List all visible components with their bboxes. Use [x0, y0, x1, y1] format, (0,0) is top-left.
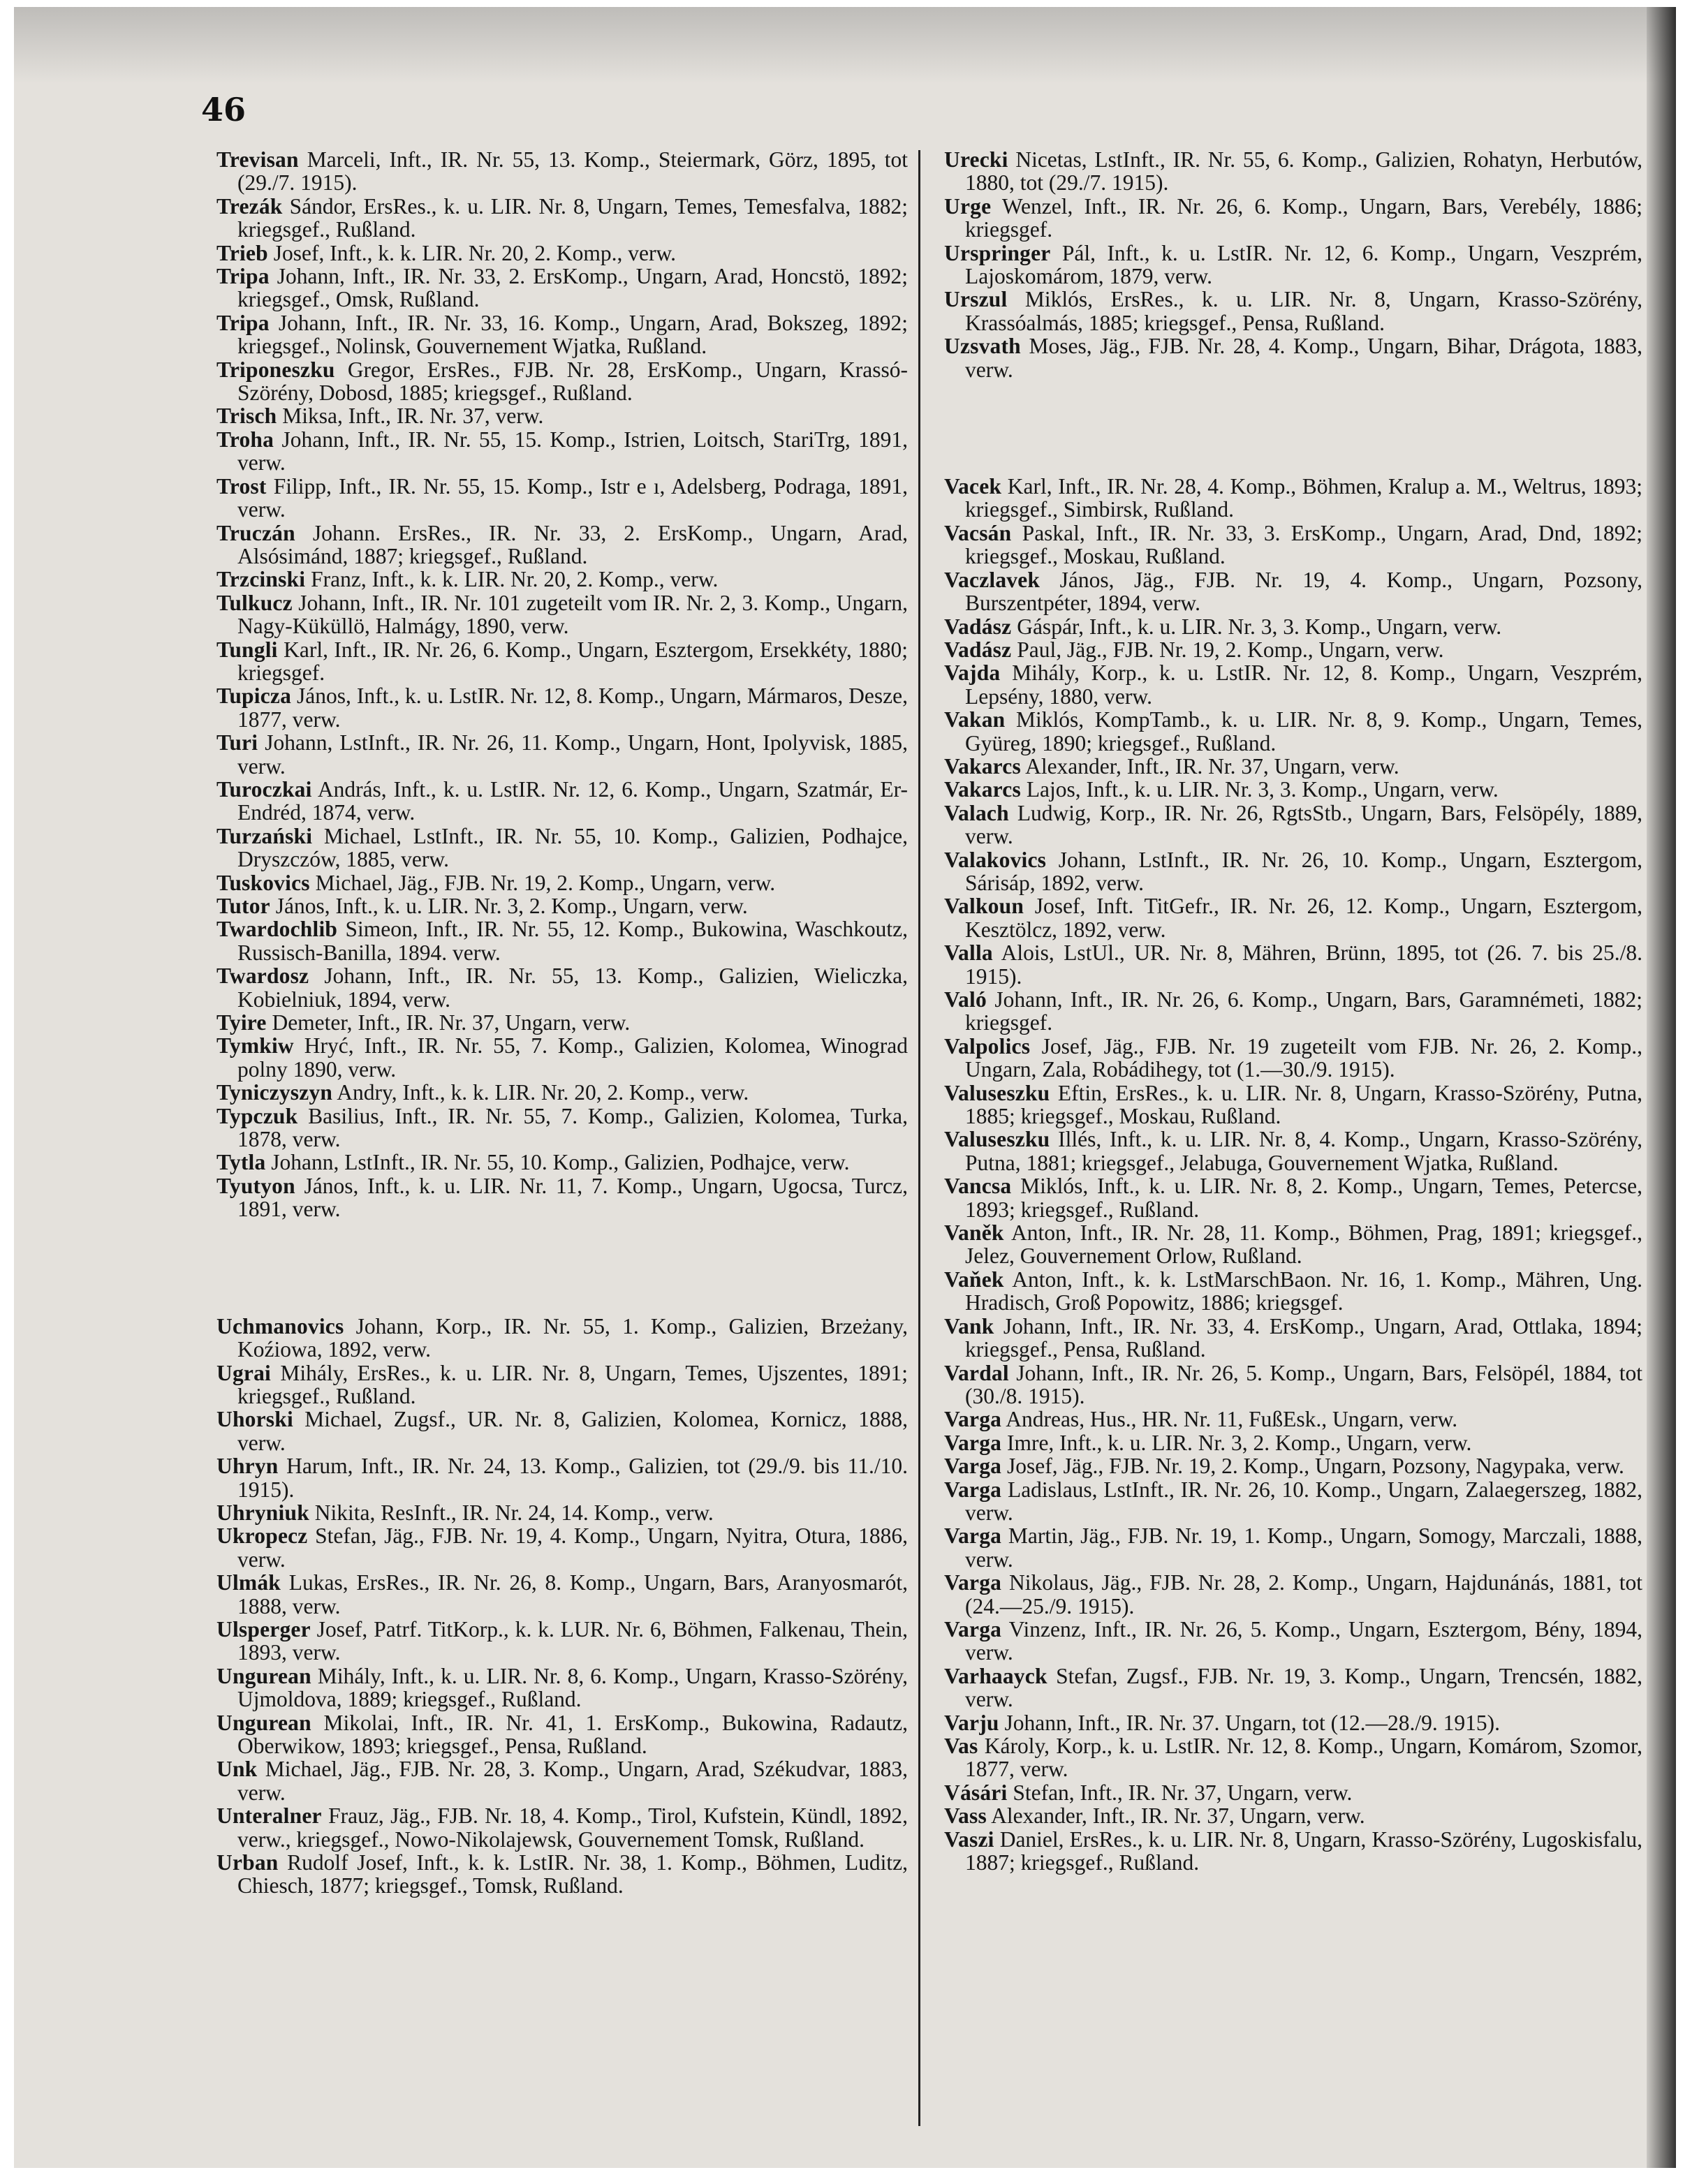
list-item: Vaszi Daniel, ErsRes., k. u. LIR. Nr. 8, Ungarn, Krasso-Szörény, Lugoskisfalu, 1887; kriegsgef., Rußland.	[944, 1827, 1642, 1875]
list-item: Unk Michael, Jäg., FJB. Nr. 28, 3. Komp., Ungarn, Arad, Székudvar, 1883, verw.	[216, 1757, 908, 1805]
list-item: Tripa Johann, Inft., IR. Nr. 33, 16. Komp., Ungarn, Arad, Bokszeg, 1892; kriegsgef., Nolinsk, Gouvernement Wjatka, Rußland.	[216, 310, 908, 359]
list-item: Vancsa Miklós, Inft., k. u. LIR. Nr. 8, 2. Komp., Ungarn, Temes, Petercse, 1893; kriegsgef., Rußland.	[944, 1174, 1642, 1222]
list-item: Tutor János, Inft., k. u. LIR. Nr. 3, 2. Komp., Ungarn, verw.	[216, 894, 748, 918]
list-item: Tupicza János, Inft., k. u. LstIR. Nr. 12, 8. Komp., Ungarn, Mármaros, Desze, 1877, verw.	[216, 684, 908, 732]
list-item: Uhryn Harum, Inft., IR. Nr. 24, 13. Komp., Galizien, tot (29./9. bis 11./10. 1915).	[216, 1454, 908, 1502]
list-item: Vacsán Paskal, Inft., IR. Nr. 33, 3. ErsKomp., Ungarn, Arad, Dnd, 1892; kriegsgef., Moskau, Rußland.	[944, 520, 1642, 569]
list-item: Twardochlib Simeon, Inft., IR. Nr. 55, 12. Komp., Bukowina, Waschkoutz, Russisch-Banilla, 1894. verw.	[216, 917, 908, 965]
list-item: Valuseszku Eftin, ErsRes., k. u. LIR. Nr. 8, Ungarn, Krasso-Szörény, Putna, 1885; kriegsgef., Moskau, Rußland.	[944, 1080, 1642, 1129]
list-item: Varhaayck Stefan, Zugsf., FJB. Nr. 19, 3. Komp., Ungarn, Trencsén, 1882, verw.	[944, 1663, 1642, 1712]
list-item: Vas Károly, Korp., k. u. LstIR. Nr. 12, 8. Komp., Ungarn, Komárom, Szomor, 1877, verw.	[944, 1734, 1642, 1782]
list-item: Vakarcs Lajos, Inft., k. u. LIR. Nr. 3, 3. Komp., Ungarn, verw.	[944, 777, 1499, 802]
list-item: Tyire Demeter, Inft., IR. Nr. 37, Ungarn, verw.	[216, 1010, 631, 1035]
list-item: Tuskovics Michael, Jäg., FJB. Nr. 19, 2. Komp., Ungarn, verw.	[216, 870, 776, 895]
list-item: Tyutyon János, Inft., k. u. LIR. Nr. 11, 7. Komp., Ungarn, Ugocsa, Turcz, 1891, verw.	[216, 1173, 908, 1222]
list-item: Vaněk Anton, Inft., IR. Nr. 28, 11. Komp., Böhmen, Prag, 1891; kriegsgef., Jelez, Gouvernement Orlow, Rußland.	[944, 1220, 1642, 1269]
list-item: Trost Filipp, Inft., IR. Nr. 55, 15. Komp., Istr e ı, Adelsberg, Podraga, 1891, verw.	[216, 473, 908, 522]
list-item: Uchmanovics Johann, Korp., IR. Nr. 55, 1. Komp., Galizien, Brzeżany, Koźiowa, 1892, verw.	[216, 1313, 908, 1362]
list-item: Vajda Mihály, Korp., k. u. LstIR. Nr. 12, 8. Komp., Ungarn, Veszprém, Lepsény, 1880, verw.	[944, 661, 1642, 709]
list-item: Urecki Nicetas, LstInft., IR. Nr. 55, 6. Komp., Galizien, Rohatyn, Herbutów, 1880, tot (29./7. 1915).	[944, 147, 1642, 195]
list-item: Triponeszku Gregor, ErsRes., FJB. Nr. 28, ErsKomp., Ungarn, Krassó-Szörény, Dobosd, 1885; kriegsgef., Rußland.	[216, 357, 908, 406]
entries-u-continued	[944, 148, 1642, 381]
list-item: Vadász Gáspár, Inft., k. u. LIR. Nr. 3, 3. Komp., Ungarn, verw.	[944, 614, 1502, 639]
list-item: Ulmák Lukas, ErsRes., IR. Nr. 26, 8. Komp., Ungarn, Bars, Aranyosmarót, 1888, verw.	[216, 1570, 908, 1618]
list-item: Unteralner Frauz, Jäg., FJB. Nr. 18, 4. Komp., Tirol, Kufstein, Kündl, 1892, verw., kriegsgef., Nowo-Nikolajewsk, Gouvernement Tomsk, Rußland.	[216, 1803, 908, 1852]
list-item: Uhryniuk Nikita, ResInft., IR. Nr. 24, 14. Komp., verw.	[216, 1500, 714, 1525]
list-item: Turi Johann, LstInft., IR. Nr. 26, 11. Komp., Ungarn, Hont, Ipolyvisk, 1885, verw.	[216, 730, 908, 779]
list-item: Uhorski Michael, Zugsf., UR. Nr. 8, Galizien, Kolomea, Kornicz, 1888, verw.	[216, 1407, 908, 1455]
list-item: Valach Ludwig, Korp., IR. Nr. 26, RgtsStb., Ungarn, Bars, Felsöpély, 1889, verw.	[944, 800, 1642, 849]
section-spacer	[216, 1221, 908, 1315]
list-item: Urban Rudolf Josef, Inft., k. k. LstIR. Nr. 38, 1. Komp., Böhmen, Luditz, Chiesch, 1877; kriegsgef., Tomsk, Rußland.	[216, 1850, 908, 1898]
list-item: Vásári Stefan, Inft., IR. Nr. 37, Ungarn, verw.	[944, 1780, 1353, 1805]
list-item: Vaczlavek János, Jäg., FJB. Nr. 19, 4. Komp., Ungarn, Pozsony, Burszentpéter, 1894, verw.	[944, 567, 1642, 616]
list-item: Vakarcs Alexander, Inft., IR. Nr. 37, Ungarn, verw.	[944, 753, 1399, 779]
list-item: Való Johann, Inft., IR. Nr. 26, 6. Komp., Ungarn, Bars, Garamnémeti, 1882; kriegsgef.	[944, 987, 1642, 1035]
page-top-shadow	[14, 7, 1676, 84]
list-item: Typczuk Basilius, Inft., IR. Nr. 55, 7. Komp., Galizien, Kolomea, Turka, 1878, verw.	[216, 1103, 908, 1152]
list-item: Tyniczyszyn Andry, Inft., k. k. LIR. Nr. 20, 2. Komp., verw.	[216, 1080, 749, 1105]
list-item: Trevisan Marceli, Inft., IR. Nr. 55, 13. Komp., Steiermark, Görz, 1895, tot (29./7. 1915).	[216, 147, 908, 195]
list-item: Twardosz Johann, Inft., IR. Nr. 55, 13. Komp., Galizien, Wieliczka, Kobielniuk, 1894, verw.	[216, 964, 908, 1012]
list-item: Varga Nikolaus, Jäg., FJB. Nr. 28, 2. Komp., Ungarn, Hajdunánás, 1881, tot (24.—25./9. 1915).	[944, 1570, 1642, 1618]
list-item: Ungurean Mihály, Inft., k. u. LIR. Nr. 8, 6. Komp., Ungarn, Krasso-Szörény, Ujmoldova, 1889; kriegsgef., Rußland.	[216, 1663, 908, 1712]
list-item: Tungli Karl, Inft., IR. Nr. 26, 6. Komp., Ungarn, Esztergom, Ersekkéty, 1880; kriegsgef.	[216, 637, 908, 685]
page-number: 46	[201, 91, 247, 128]
column-divider	[918, 150, 920, 2126]
list-item: Vakan Miklós, KompTamb., k. u. LIR. Nr. 8, 9. Komp., Ungarn, Temes, Gyüreg, 1890; kriegsgef., Rußland.	[944, 707, 1642, 755]
page-right-edge-shadow	[1647, 7, 1676, 2168]
list-item: Ugrai Mihály, ErsRes., k. u. LIR. Nr. 8, Ungarn, Temes, Ujszentes, 1891; kriegsgef., Rußland.	[216, 1360, 908, 1408]
list-item: Vaňek Anton, Inft., k. k. LstMarschBaon. Nr. 16, 1. Komp., Mähren, Ung. Hradisch, Groß Popowitz, 1886; kriegsgef.	[944, 1267, 1642, 1315]
list-item: Valuseszku Illés, Inft., k. u. LIR. Nr. 8, 4. Komp., Ungarn, Krasso-Szörény, Putna, 1881; kriegsgef., Jelabuga, Gouvernement Wjatka, Rußland.	[944, 1127, 1642, 1175]
left-column	[216, 148, 908, 1898]
list-item: Vank Johann, Inft., IR. Nr. 33, 4. ErsKomp., Ungarn, Arad, Ottlaka, 1894; kriegsgef., Pensa, Rußland.	[944, 1313, 1642, 1362]
list-item: Valakovics Johann, LstInft., IR. Nr. 26, 10. Komp., Ungarn, Esztergom, Sárisáp, 1892, verw.	[944, 847, 1642, 895]
list-item: Tripa Johann, Inft., IR. Nr. 33, 2. ErsKomp., Ungarn, Arad, Honcstö, 1892; kriegsgef., Omsk, Rußland.	[216, 264, 908, 312]
list-item: Valpolics Josef, Jäg., FJB. Nr. 19 zugeteilt vom FJB. Nr. 26, 2. Komp., Ungarn, Zala, Robádihegy, tot (1.—30./9. 1915).	[944, 1033, 1642, 1082]
list-item: Vadász Paul, Jäg., FJB. Nr. 19, 2. Komp., Ungarn, verw.	[944, 637, 1444, 662]
list-item: Trieb Josef, Inft., k. k. LIR. Nr. 20, 2. Komp., verw.	[216, 240, 677, 265]
list-item: Valla Alois, LstUl., UR. Nr. 8, Mähren, Brünn, 1895, tot (26. 7. bis 25./8. 1915).	[944, 940, 1642, 989]
list-item: Ungurean Mikolai, Inft., IR. Nr. 41, 1. ErsKomp., Bukowina, Radautz, Oberwikow, 1893; kriegsgef., Pensa, Rußland.	[216, 1710, 908, 1758]
list-item: Varga Martin, Jäg., FJB. Nr. 19, 1. Komp., Ungarn, Somogy, Marczali, 1888, verw.	[944, 1523, 1642, 1572]
list-item: Turoczkai András, Inft., k. u. LstIR. Nr. 12, 6. Komp., Ungarn, Szatmár, Er-Endréd, 1874, verw.	[216, 776, 908, 825]
list-item: Vacek Karl, Inft., IR. Nr. 28, 4. Komp., Böhmen, Kralup a. M., Weltrus, 1893; kriegsgef., Simbirsk, Rußland.	[944, 474, 1642, 522]
list-item: Urspringer Pál, Inft., k. u. LstIR. Nr. 12, 6. Komp., Ungarn, Veszprém, Lajoskomárom, 1879, verw.	[944, 240, 1642, 289]
entries-t	[216, 148, 908, 1221]
list-item: Tulkucz Johann, Inft., IR. Nr. 101 zugeteilt vom IR. Nr. 2, 3. Komp., Ungarn, Nagy-Küküllö, Halmágy, 1890, verw.	[216, 590, 908, 639]
list-item: Trisch Miksa, Inft., IR. Nr. 37, verw.	[216, 404, 544, 429]
list-item: Valkoun Josef, Inft. TitGefr., IR. Nr. 26, 12. Komp., Ungarn, Esztergom, Kesztölcz, 1892, verw.	[944, 894, 1642, 942]
list-item: Uzsvath Moses, Jäg., FJB. Nr. 28, 4. Komp., Ungarn, Bihar, Drágota, 1883, verw.	[944, 334, 1642, 382]
list-item: Troha Johann, Inft., IR. Nr. 55, 15. Komp., Istrien, Loitsch, StariTrg, 1891, verw.	[216, 427, 908, 475]
list-item: Trzcinski Franz, Inft., k. k. LIR. Nr. 20, 2. Komp., verw.	[216, 567, 719, 592]
list-item: Urszul Miklós, ErsRes., k. u. LIR. Nr. 8, Ungarn, Krasso-Szörény, Krassóalmás, 1885; kriegsgef., Pensa, Rußland.	[944, 287, 1642, 335]
list-item: Tytla Johann, LstInft., IR. Nr. 55, 10. Komp., Galizien, Podhajce, verw.	[216, 1150, 850, 1175]
list-item: Truczán Johann. ErsRes., IR. Nr. 33, 2. ErsKomp., Ungarn, Arad, Alsósimánd, 1887; kriegsgef., Rußland.	[216, 520, 908, 568]
list-item: Tymkiw Hryć, Inft., IR. Nr. 55, 7. Komp., Galizien, Kolomea, Winograd polny 1890, verw.	[216, 1033, 908, 1082]
book-page	[14, 7, 1676, 2168]
section-spacer	[944, 381, 1642, 475]
right-column	[944, 148, 1642, 1874]
list-item: Varga Josef, Jäg., FJB. Nr. 19, 2. Komp., Ungarn, Pozsony, Nagypaka, verw.	[944, 1454, 1624, 1479]
list-item: Ulsperger Josef, Patrf. TitKorp., k. k. LUR. Nr. 6, Böhmen, Falkenau, Thein, 1893, verw.	[216, 1616, 908, 1665]
list-item: Varga Andreas, Hus., HR. Nr. 11, FußEsk., Ungarn, verw.	[944, 1407, 1458, 1432]
list-item: Vass Alexander, Inft., IR. Nr. 37, Ungarn, verw.	[944, 1803, 1365, 1829]
list-item: Turzański Michael, LstInft., IR. Nr. 55, 10. Komp., Galizien, Podhajce, Dryszczów, 1885, verw.	[216, 823, 908, 872]
list-item: Varga Vinzenz, Inft., IR. Nr. 26, 5. Komp., Ungarn, Esztergom, Bény, 1894, verw.	[944, 1616, 1642, 1665]
entries-u	[216, 1315, 908, 1898]
list-item: Ukropecz Stefan, Jäg., FJB. Nr. 19, 4. Komp., Ungarn, Nyitra, Otura, 1886, verw.	[216, 1523, 908, 1572]
list-item: Vardal Johann, Inft., IR. Nr. 26, 5. Komp., Ungarn, Bars, Felsöpél, 1884, tot (30./8. 1915).	[944, 1360, 1642, 1408]
list-item: Urge Wenzel, Inft., IR. Nr. 26, 6. Komp., Ungarn, Bars, Verebély, 1886; kriegsgef.	[944, 193, 1642, 242]
list-item: Varga Imre, Inft., k. u. LIR. Nr. 3, 2. Komp., Ungarn, verw.	[944, 1430, 1472, 1455]
entries-v	[944, 475, 1642, 1874]
list-item: Varga Ladislaus, LstInft., IR. Nr. 26, 10. Komp., Ungarn, Zalaegerszeg, 1882, verw.	[944, 1477, 1642, 1525]
list-item: Varju Johann, Inft., IR. Nr. 37. Ungarn, tot (12.—28./9. 1915).	[944, 1710, 1501, 1735]
list-item: Trezák Sándor, ErsRes., k. u. LIR. Nr. 8, Ungarn, Temes, Temesfalva, 1882; kriegsgef., Rußland.	[216, 193, 908, 242]
